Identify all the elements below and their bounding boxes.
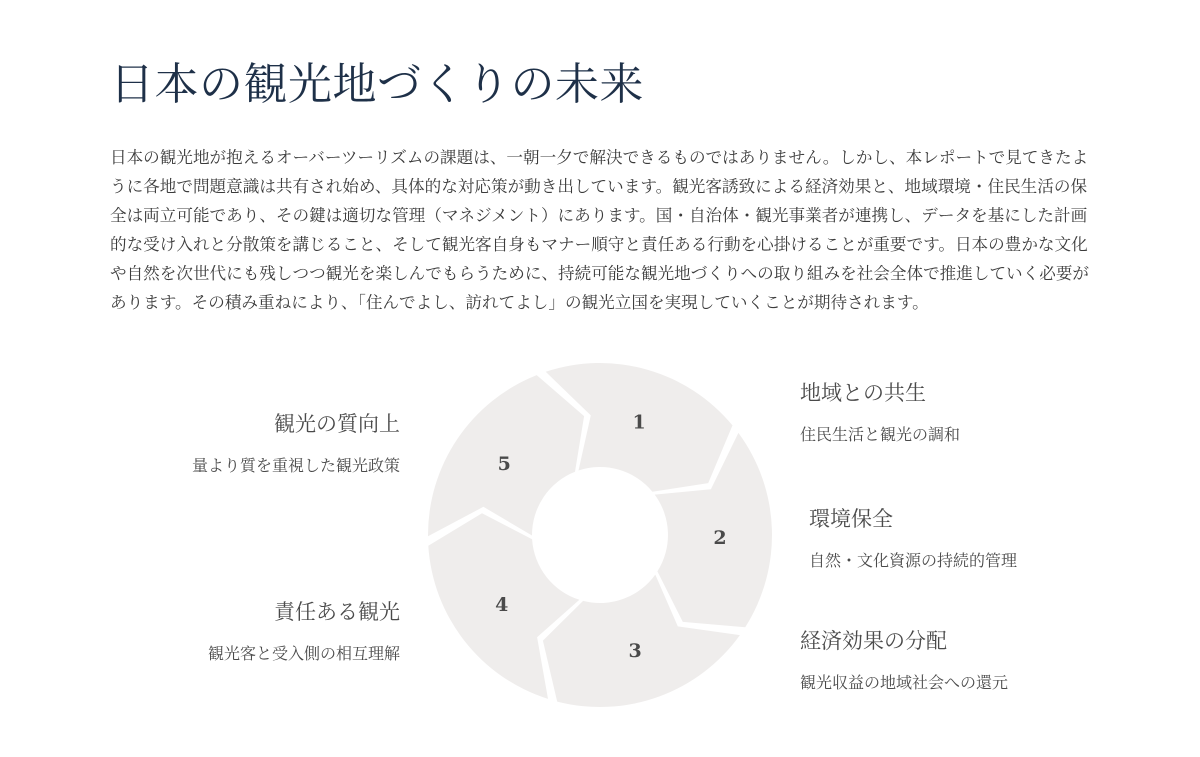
step-1-label <box>150 408 400 476</box>
cycle-number-2: 2 <box>713 527 727 550</box>
step-1-description: 量より質を重視した観光政策 <box>191 456 400 475</box>
cycle-number-5: 5 <box>497 452 511 475</box>
step-4-label <box>800 625 1008 693</box>
step-3-title: 環境保全 <box>809 507 893 531</box>
step-3-label <box>809 503 1017 571</box>
step-1-title: 観光の質向上 <box>274 412 400 436</box>
step-4-title: 経済効果の分配 <box>800 629 947 653</box>
cycle-number-3: 3 <box>628 639 642 662</box>
step-5-label <box>150 596 400 664</box>
cycle-number-1: 1 <box>632 411 646 434</box>
step-2-label <box>800 377 960 445</box>
step-2-description: 住民生活と観光の調和 <box>800 425 961 444</box>
step-3-description: 自然・文化資源の持続的管理 <box>809 551 1018 570</box>
step-2-title: 地域との共生 <box>800 381 926 405</box>
page-title: 日本の観光地づくりの未来 <box>110 59 644 110</box>
step-5-title: 責任ある観光 <box>274 600 400 624</box>
summary-paragraph: 日本の観光地が抱えるオーバーツーリズムの課題は、一朝一夕で解決できるものではありません。しかし、本レポートで見てきたように各地で問題意識は共有され始め、具体的な対応策が動き出しています。観光客誘致による経済効果と、地域環境・住民生活の保全は両立可能であり、その鍵は適切な管理（マネジメント）にあります。国・自治体・観光事業者が連携し、データを基にした計画的な受け入れと分散策を講じること、そして観光客自身もマナー順守と責任ある行動を心掛けることが重要です。日本の豊かな文化や自然を次世代にも残しつつ観光を楽しんでもらうために、持続可能な観光地づくりへの取り組みを社会全体で推進していく必要があります。その積み重ねにより、「住んでよし、訪れてよし」の観光立国を実現していくことが期待されます。 <box>110 148 1090 312</box>
step-5-description: 観光客と受入側の相互理解 <box>207 644 400 663</box>
step-4-description: 観光収益の地域社会への還元 <box>800 673 1009 692</box>
cycle-number-4: 4 <box>495 593 509 616</box>
